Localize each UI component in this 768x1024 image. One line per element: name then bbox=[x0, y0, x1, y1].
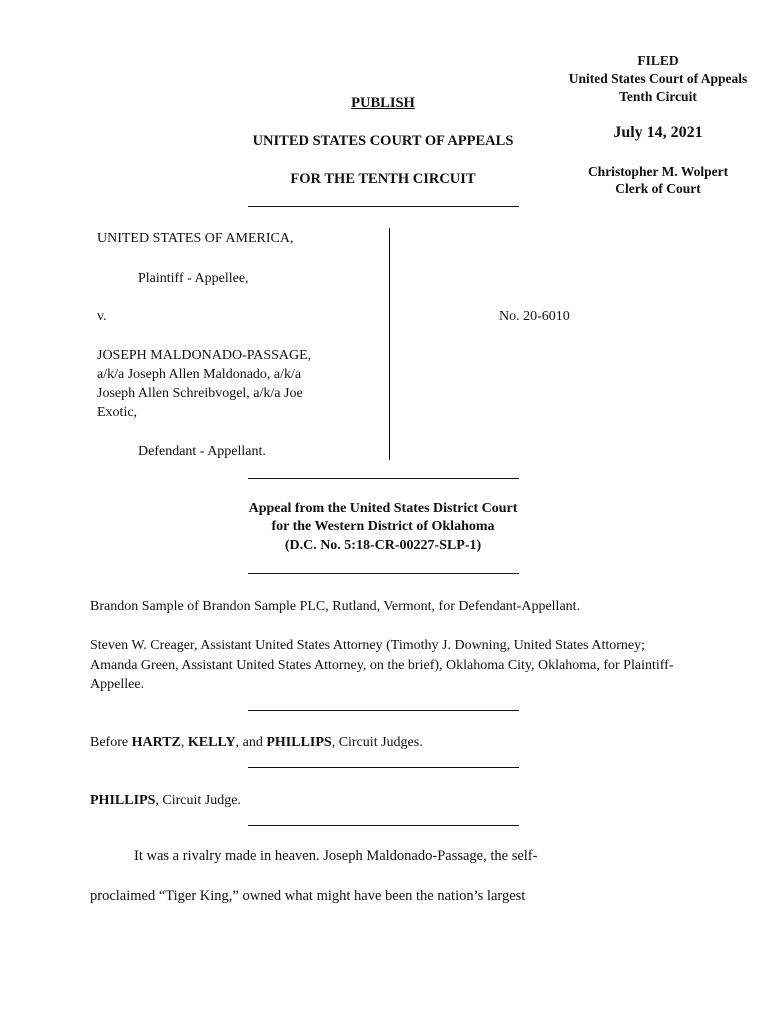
divider-rule bbox=[248, 573, 519, 574]
author-title: , Circuit Judge. bbox=[155, 793, 241, 808]
author-line bbox=[90, 791, 690, 811]
court-title: UNITED STATES COURT OF APPEALS bbox=[252, 133, 514, 149]
defendant-alias-line: a/k/a Joseph Allen Maldonado, a/k/a bbox=[97, 367, 302, 382]
panel-separator: , bbox=[180, 735, 188, 750]
caption-divider bbox=[389, 228, 390, 460]
divider-rule bbox=[248, 206, 519, 207]
defendant-alias-line: Exotic, bbox=[97, 405, 138, 420]
appeal-line: Appeal from the United States District Court bbox=[248, 501, 518, 516]
panel-line bbox=[90, 733, 690, 753]
appeal-docket: (D.C. No. 5:18-CR-00227-SLP-1) bbox=[284, 538, 482, 553]
filed-label: FILED bbox=[637, 53, 679, 68]
appeal-line: for the Western District of Oklahoma bbox=[271, 519, 495, 534]
panel-prefix: Before bbox=[90, 735, 132, 750]
appellee-counsel: Steven W. Creager, Assistant United States Attorney (Timothy J. Downing, United States Attorney; Amanda Green, Assistant United States Attorney, on the brief), Oklahoma City, Oklahoma, for Plaintiff-Appellee. bbox=[90, 638, 674, 692]
defendant-alias-line: Joseph Allen Schreibvogel, a/k/a Joe bbox=[97, 386, 303, 401]
judge-name: PHILLIPS bbox=[266, 735, 332, 750]
defendant-name: JOSEPH MALDONADO-PASSAGE, bbox=[97, 348, 312, 363]
stamp-circuit: Tenth Circuit bbox=[619, 89, 697, 104]
judge-name: HARTZ bbox=[131, 735, 181, 750]
circuit-title: FOR THE TENTH CIRCUIT bbox=[290, 171, 476, 187]
filed-date: July 14, 2021 bbox=[613, 124, 703, 141]
divider-rule bbox=[248, 767, 519, 768]
opinion-text-line: proclaimed “Tiger King,” owned what might have been the nation’s largest bbox=[90, 888, 526, 904]
divider-rule bbox=[248, 825, 519, 826]
stamp-court: United States Court of Appeals bbox=[568, 71, 748, 86]
publish-label: PUBLISH bbox=[351, 95, 415, 111]
plaintiff-name: UNITED STATES OF AMERICA, bbox=[97, 231, 294, 246]
divider-rule bbox=[248, 478, 519, 479]
author-name: PHILLIPS bbox=[90, 793, 156, 808]
panel-separator: , and bbox=[235, 735, 267, 750]
opinion-text-line: It was a rivalry made in heaven. Joseph Maldonado-Passage, the self- bbox=[134, 848, 538, 864]
defendant-role: Defendant - Appellant. bbox=[138, 444, 266, 459]
judge-name: KELLY bbox=[187, 735, 236, 750]
divider-rule bbox=[248, 710, 519, 711]
plaintiff-role: Plaintiff - Appellee, bbox=[138, 271, 249, 286]
panel-suffix: , Circuit Judges. bbox=[331, 735, 423, 750]
case-number: No. 20-6010 bbox=[499, 309, 570, 324]
versus-label: v. bbox=[97, 309, 107, 324]
clerk-title: Clerk of Court bbox=[615, 181, 701, 196]
appellant-counsel: Brandon Sample of Brandon Sample PLC, Rutland, Vermont, for Defendant-Appellant. bbox=[90, 599, 581, 614]
clerk-name: Christopher M. Wolpert bbox=[587, 164, 729, 179]
